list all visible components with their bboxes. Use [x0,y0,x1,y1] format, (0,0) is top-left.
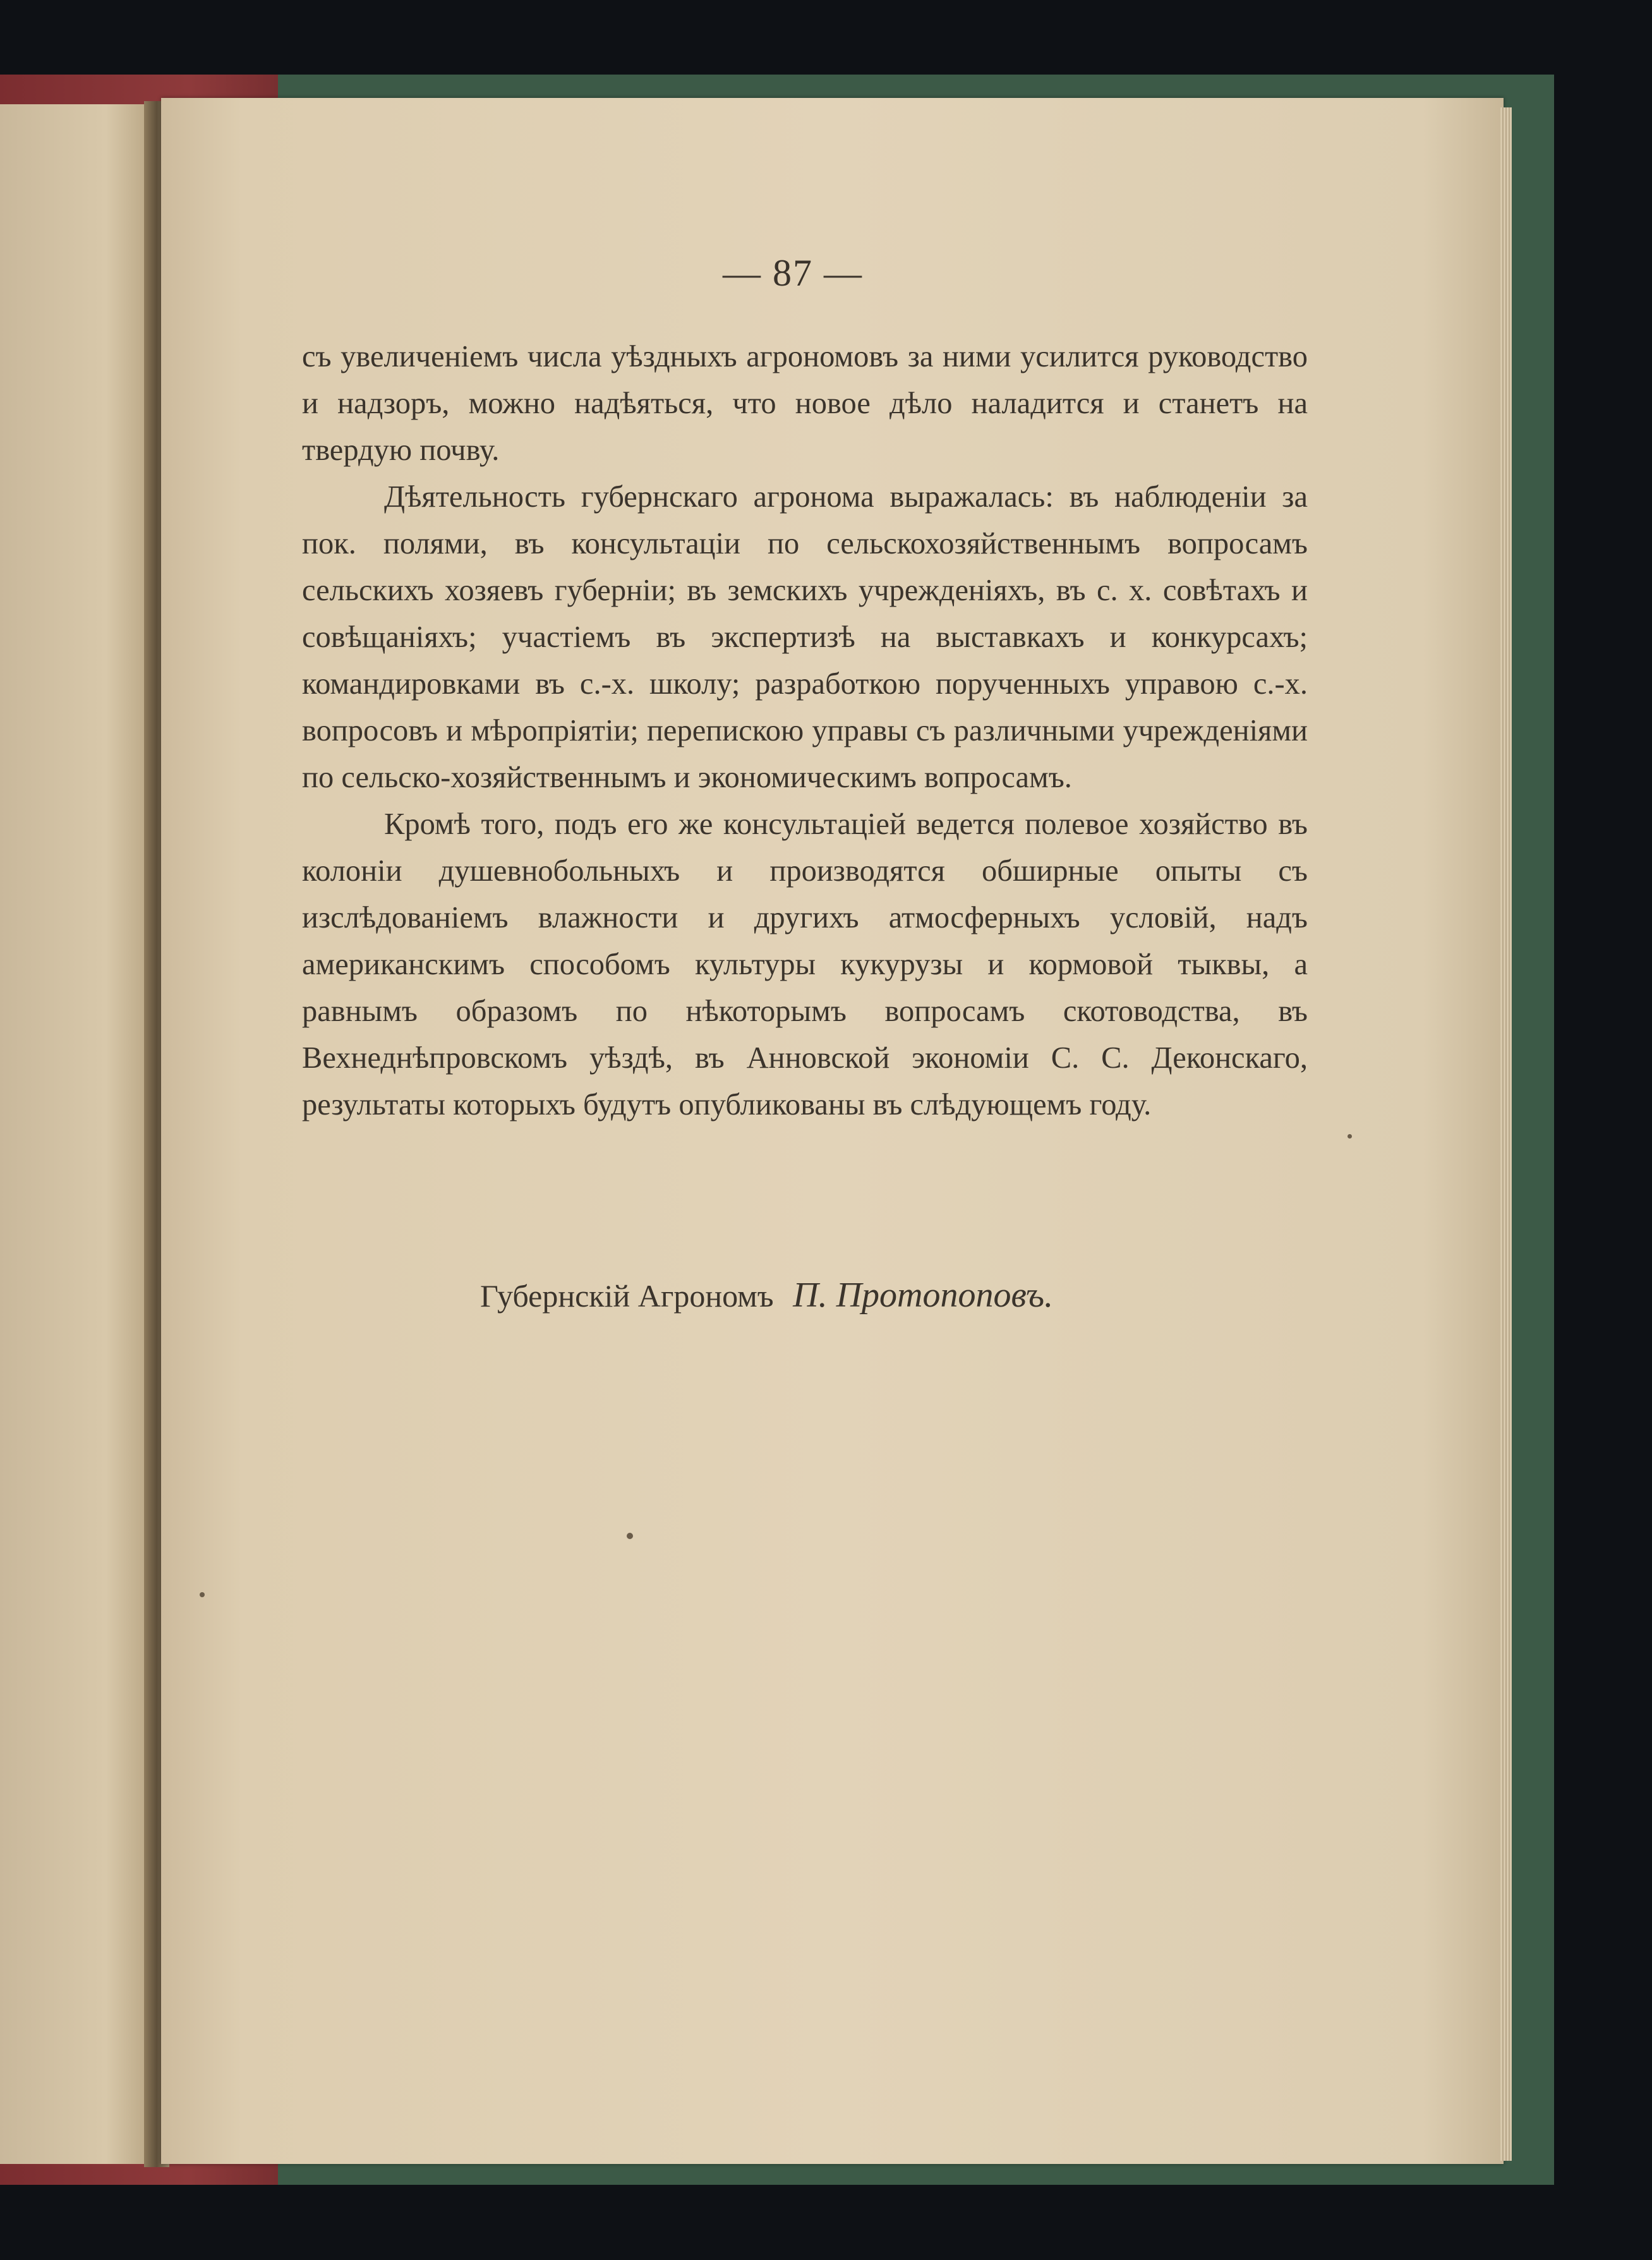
paper-speck [627,1533,633,1539]
page-body [302,334,1308,1128]
paper-speck [200,1592,205,1597]
paragraph-continuation: съ увеличеніемъ числа уѣздныхъ агрономовъ за ними усилится руководство и надзоръ, можно надѣяться, что новое дѣло наладится и станетъ на твердую почву. [302,340,1308,467]
page-stack-edge [1500,107,1512,2161]
paragraph-activities: Дѣятельность губернскаго агронома выражалась: въ наблюденіи за пок. полями, въ консультаціи по сельскохозяйственнымъ вопросамъ сельскихъ хозяевъ губерніи; въ земскихъ учрежденіяхъ, въ с. х. совѣтахъ и совѣщаніяхъ; участіемъ въ экспертизѣ на выставкахъ и конкурсахъ; командировками въ с.-х. школу; разработкою порученныхъ управою с.-х. вопросовъ и мѣропріятіи; перепискою управы съ различными учрежденіями по сельско-хозяйственнымъ и экономическимъ вопросамъ. [302,480,1308,794]
signature-title: Губернскій Агрономъ [480,1278,774,1314]
signature-line [480,1275,1301,1315]
paper-speck [1348,1134,1352,1139]
signature-name: П. Протопоповъ. [793,1276,1054,1315]
page-number: — 87 — [723,252,863,294]
paragraph-experiments: Кромѣ того, подъ его же консультаціей ведется полевое хозяйство въ колоніи душевнобольныхъ и производятся обширные опыты съ изслѣдованіемъ влажности и другихъ атмосферныхъ условій, надъ американскимъ способомъ культуры кукурузы и кормовой тыквы, а равнымъ образомъ по нѣкоторымъ вопросамъ скотоводства, въ Вехнеднѣпровскомъ уѣздѣ, въ Анновской экономіи С. С. Деконскаго, результаты которыхъ будутъ опубликованы въ слѣдующемъ году. [302,807,1308,1121]
left-page-edge [0,104,152,2164]
